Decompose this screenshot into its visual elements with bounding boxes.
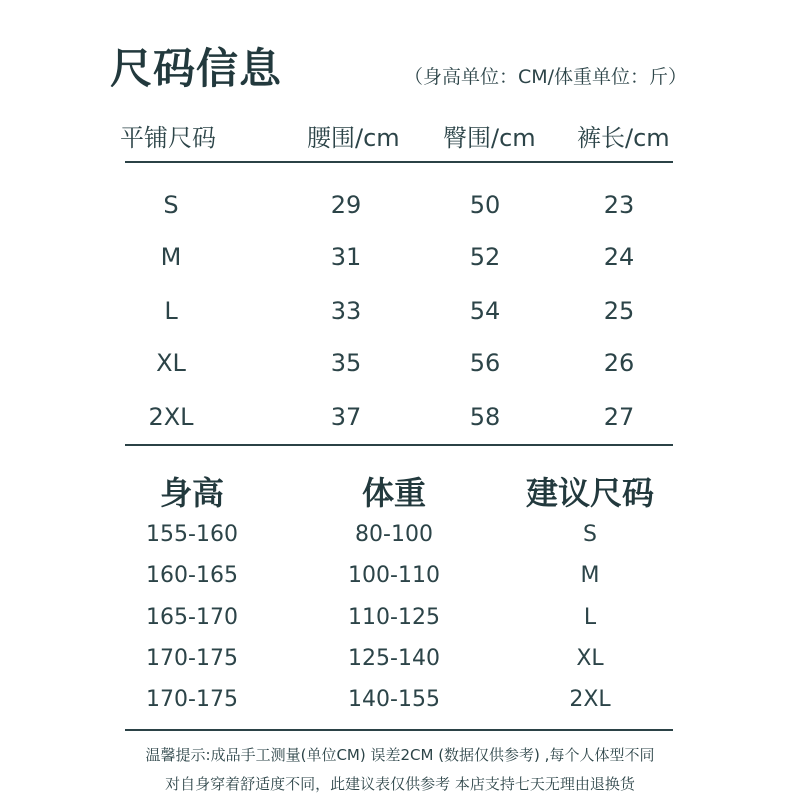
size-table-header: [0, 118, 800, 152]
length-cell: 24: [603, 243, 635, 271]
hip-cell: 52: [469, 243, 501, 271]
suggested-size-cell: L: [583, 605, 597, 630]
size-cell: 2XL: [148, 403, 194, 431]
footer-note-line2: 对自身穿着舒适度不同，此建议表仅供参考 本店支持七天无理由退换货: [165, 775, 635, 793]
header-height: 身高: [159, 474, 224, 512]
header-weight: 体重: [361, 474, 426, 512]
waist-cell: 31: [330, 243, 362, 271]
header-flat-size: 平铺尺码: [120, 124, 216, 152]
length-cell: 26: [603, 349, 635, 377]
length-cell: 27: [603, 403, 635, 431]
weight-cell: 110-125: [348, 605, 440, 630]
weight-cell: 125-140: [348, 646, 440, 671]
suggested-size-cell: 2XL: [569, 687, 611, 712]
header-length: 裤长/cm: [577, 124, 670, 152]
hip-cell: 54: [469, 297, 501, 325]
header-suggested-size: 建议尺码: [525, 474, 654, 512]
footer-note-line1: 温馨提示:成品手工测量(单位CM) 误差2CM (数据仅供参考) ,每个人体型不同: [145, 746, 655, 764]
waist-cell: 33: [330, 297, 362, 325]
unit-note: （身高单位：CM/体重单位：斤）: [404, 66, 688, 88]
waist-cell: 35: [330, 349, 362, 377]
size-cell: M: [160, 243, 182, 271]
suggested-size-cell: XL: [576, 646, 604, 671]
weight-cell: 140-155: [348, 687, 440, 712]
page-title: 尺码信息: [110, 44, 283, 93]
suggested-size-cell: M: [580, 563, 600, 588]
length-cell: 25: [603, 297, 635, 325]
size-cell: S: [163, 191, 179, 219]
height-cell: 155-160: [146, 522, 238, 547]
size-cell: XL: [156, 349, 186, 377]
hip-cell: 56: [469, 349, 501, 377]
weight-cell: 100-110: [348, 563, 440, 588]
header-divider: [125, 161, 673, 163]
weight-cell: 80-100: [355, 522, 433, 547]
height-cell: 170-175: [146, 646, 238, 671]
waist-cell: 29: [330, 191, 362, 219]
suggested-size-cell: S: [583, 522, 597, 547]
height-cell: 165-170: [146, 605, 238, 630]
waist-cell: 37: [330, 403, 362, 431]
height-cell: 170-175: [146, 687, 238, 712]
length-cell: 23: [603, 191, 635, 219]
footer-divider: [125, 729, 673, 731]
header-waist: 腰围/cm: [307, 124, 400, 152]
section-divider: [125, 444, 673, 446]
hip-cell: 58: [469, 403, 501, 431]
height-cell: 160-165: [146, 563, 238, 588]
hip-cell: 50: [469, 191, 501, 219]
size-cell: L: [164, 297, 178, 325]
header-hip: 臀围/cm: [443, 124, 536, 152]
